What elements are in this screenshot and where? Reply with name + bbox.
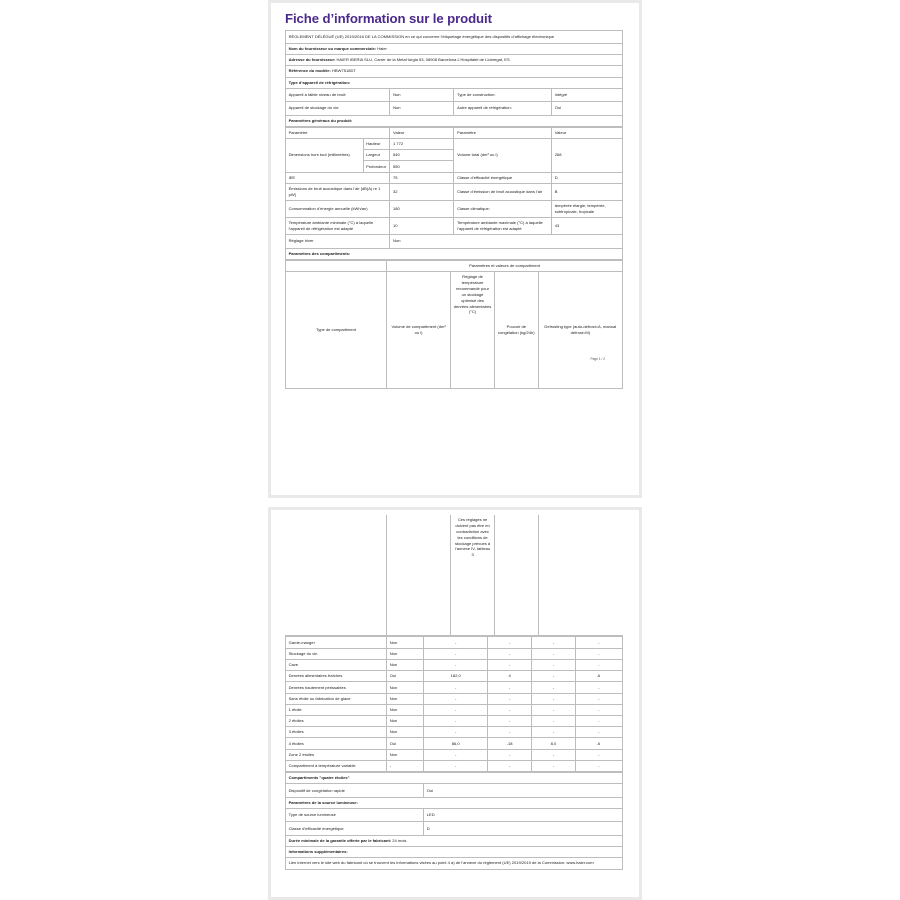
dimension-value-height: 1 772 xyxy=(390,138,454,149)
cell-wine-storage-label: Appareil de stockage du vin: xyxy=(286,102,390,115)
compartment-type: Zone 2 étoiles xyxy=(286,749,387,760)
cell-note-blank-1 xyxy=(285,515,386,636)
cell-iee-value: 75 xyxy=(390,172,454,183)
appliance-type-section-label: Type d’appareil de réfrigération: xyxy=(286,77,623,88)
table-row xyxy=(286,88,623,101)
cell-min-temp-label: Température ambiante minimale (°C) à laquelle l’appareil de réfrigération est adapté xyxy=(286,218,390,235)
col-header-type: Type de compartiment xyxy=(286,272,387,389)
header-parametre-2: Paramètre xyxy=(454,127,552,138)
compartment-temperature: - xyxy=(488,637,532,648)
cell-noise-class-label: Classe d’émission de bruit acoustique dans l’air xyxy=(454,183,552,200)
compartment-temperature: - xyxy=(488,749,532,760)
total-volume-value: 268 xyxy=(552,138,623,172)
supplier-address-cell xyxy=(286,55,623,66)
table-row xyxy=(286,693,623,704)
compartment-volume: - xyxy=(424,637,488,648)
light-class-value: D xyxy=(424,822,623,835)
compartment-temperature: -18 xyxy=(488,738,532,749)
table-row xyxy=(286,648,623,659)
table-row xyxy=(286,704,623,715)
table-row-temp xyxy=(286,218,623,235)
table-row xyxy=(286,749,623,760)
compartment-temperature: - xyxy=(488,659,532,670)
compartment-freezing-power: - xyxy=(531,704,575,715)
compartment-defrost-type: - xyxy=(575,682,622,693)
compartment-defrost-type: - xyxy=(575,704,622,715)
warranty-label: Durée minimale de la garantie offerte par le fabricant: xyxy=(288,837,392,843)
dimension-name-height: Hauteur xyxy=(363,138,390,149)
table-row xyxy=(286,637,623,648)
compartment-volume: - xyxy=(424,693,488,704)
page-1 xyxy=(271,3,639,495)
table-row xyxy=(286,682,623,693)
compartment-temperature: - xyxy=(488,693,532,704)
compartment-temperature: - xyxy=(488,682,532,693)
header-parametre-1: Paramètre xyxy=(286,127,390,138)
light-type-value: LED xyxy=(424,809,623,822)
compartment-volume: - xyxy=(424,727,488,738)
col-header-temperature: Réglage de température recommandé pour un stockage optimisé des denrées alimentaires (°C) xyxy=(451,272,495,389)
cell-low-noise-value: Non xyxy=(390,88,454,101)
cell-energy-value: 180 xyxy=(390,201,454,218)
fast-freeze-label: Dispositif de congélation rapide xyxy=(286,784,424,797)
page-title: Fiche d’information sur le produit xyxy=(285,11,492,26)
compartment-freezing-power: - xyxy=(531,693,575,704)
table-row-noise xyxy=(286,183,623,200)
compartments-rows-table xyxy=(285,636,623,772)
compartment-temperature: - xyxy=(488,760,532,771)
compartment-defrost-type: A xyxy=(575,738,622,749)
compartments-spanning-header: Paramètres et valeurs de compartiment xyxy=(387,260,623,271)
compartment-type: Compartiment à température variable xyxy=(286,760,387,771)
supplier-address-label: Adresse du fournisseur: xyxy=(288,57,336,63)
compartment-freezing-power: - xyxy=(531,659,575,670)
cell-noise-value: 32 xyxy=(390,183,454,200)
dimensions-label: Dimensions hors tout (millimètres) xyxy=(286,138,364,172)
manufacturer-url[interactable]: www.haier.com xyxy=(566,860,594,866)
compartment-freezing-power: - xyxy=(531,760,575,771)
compartment-type: Stockage du vin xyxy=(286,648,387,659)
warranty-value: 24 mois xyxy=(392,837,407,843)
table-row xyxy=(286,716,623,727)
table-row xyxy=(286,738,623,749)
table-row-additional-link xyxy=(286,858,623,869)
compartment-freezing-power: - xyxy=(531,749,575,760)
compartment-type: Garde-manger xyxy=(286,637,387,648)
compartment-present: Non xyxy=(387,682,424,693)
compartments-note: Ces réglages ne doivent pas être en contradiction avec les conditions de stockage prévues à l’annexe IV, tableau 3 xyxy=(451,515,495,636)
table-row-four-star-header xyxy=(286,773,623,784)
compartment-freezing-power: - xyxy=(531,637,575,648)
table-row-additional-header xyxy=(286,847,623,858)
cell-energy-class-value: D xyxy=(552,172,623,183)
compartment-defrost-type: A xyxy=(575,671,622,682)
cell-climate-label: Classe climatique: xyxy=(454,201,552,218)
table-row-supplier-name xyxy=(286,43,623,54)
table-row xyxy=(286,671,623,682)
total-volume-label: Volume total (dm³ ou l) xyxy=(454,138,552,172)
compartments-section-label: Paramètres des compartiments: xyxy=(286,248,623,259)
cell-construction-value: intégré xyxy=(552,88,623,101)
table-row-iee xyxy=(286,172,623,183)
compartment-present: Non xyxy=(387,637,424,648)
supplier-name-value: Haier xyxy=(377,46,387,51)
col-header-volume: Volume de compartiment (dm³ ou l) xyxy=(387,272,451,389)
cell-winter-label: Réglage hiver xyxy=(286,235,390,248)
compartment-defrost-type: - xyxy=(575,749,622,760)
compartment-freezing-power: - xyxy=(531,682,575,693)
compartment-present: Non xyxy=(387,693,424,704)
table-row-light-class xyxy=(286,822,623,835)
compartment-defrost-type: - xyxy=(575,637,622,648)
cell-note-blank-3 xyxy=(495,515,539,636)
table-row xyxy=(286,102,623,115)
compartment-present: Non xyxy=(387,659,424,670)
cell-max-temp-label: Température ambiante maximale (°C) à laquelle l’appareil de réfrigération est adapté xyxy=(454,218,552,235)
compartment-type: 3 étoiles xyxy=(286,727,387,738)
supplier-name-cell xyxy=(286,43,623,54)
table-row-general-params-header xyxy=(286,115,623,126)
cell-other-appliance-value: Oui xyxy=(552,102,623,115)
col-header-freezing-power: Pouvoir de congélation (kg/24h) xyxy=(494,272,538,389)
compartment-freezing-power: - xyxy=(531,671,575,682)
dimension-value-width: 540 xyxy=(390,150,454,161)
compartment-volume: - xyxy=(424,704,488,715)
supplier-address-value: HAIER IBERIA SLU, Carrer de la Metal·lúrgia 53, 08908 Barcelona L’Hospitalet de Llobregat, ES xyxy=(336,57,510,63)
cell-iee-label: IEE xyxy=(286,172,390,183)
compartment-freezing-power: 8,0 xyxy=(531,738,575,749)
compartment-defrost-type: - xyxy=(575,659,622,670)
page-number: Page 1 / 2 xyxy=(590,357,605,362)
compartment-type: 4 étoiles xyxy=(286,738,387,749)
compartment-volume: - xyxy=(424,659,488,670)
compartment-freezing-power: - xyxy=(531,727,575,738)
compartment-present: - xyxy=(387,760,424,771)
cell-note-blank-4 xyxy=(538,515,623,636)
compartment-temperature: 4 xyxy=(488,671,532,682)
compartment-present: Non xyxy=(387,648,424,659)
compartment-defrost-type: - xyxy=(575,648,622,659)
compartment-volume: - xyxy=(424,716,488,727)
compartment-present: Non xyxy=(387,716,424,727)
compartment-temperature: - xyxy=(488,648,532,659)
compartment-type: 2 étoiles xyxy=(286,716,387,727)
dimension-name-depth: Profondeur xyxy=(363,161,390,172)
cell-noise-label: Émissions de bruit acoustique dans l’air [dB(A) re 1 pW] xyxy=(286,183,390,200)
supplier-name-label: Nom du fournisseur ou marque commerciale: xyxy=(288,46,377,51)
table-row-compartments-header xyxy=(286,248,623,259)
light-source-section-label: Paramètres de la source lumineuse: xyxy=(286,797,623,808)
table-row xyxy=(286,760,623,771)
table-row-energy xyxy=(286,201,623,218)
compartment-volume: 182,0 xyxy=(424,671,488,682)
compartment-volume: - xyxy=(424,648,488,659)
cell-climate-value: tempérée élargie, tempérée, subtropicale, tropicale xyxy=(552,201,623,218)
four-star-section-label: Compartiments "quatre étoiles" xyxy=(286,773,623,784)
general-params-section-label: Paramètres généraux du produit: xyxy=(286,115,623,126)
compartment-temperature: - xyxy=(488,716,532,727)
table-row-light-source-header xyxy=(286,797,623,808)
compartment-volume: - xyxy=(424,682,488,693)
compartment-volume: - xyxy=(424,760,488,771)
cell-min-temp-value: 10 xyxy=(390,218,454,235)
regulation-text: RÈGLEMENT DÉLÉGUÉ (UE) 2019/2016 DE LA COMMISSION en ce qui concerne l’étiquetage énergétique des dispositifs d’affichage électronique xyxy=(285,30,623,43)
table-row-column-headers xyxy=(286,272,623,389)
product-info-table xyxy=(285,43,623,127)
table-row xyxy=(286,659,623,670)
compartment-type: Cave xyxy=(286,659,387,670)
cell-noise-class-value: B xyxy=(552,183,623,200)
light-class-label: Classe d’efficacité énergétique xyxy=(286,822,424,835)
table-row-light-type xyxy=(286,809,623,822)
compartment-present: Oui xyxy=(387,671,424,682)
cell-note-blank-2 xyxy=(386,515,450,636)
footer-tables xyxy=(285,772,623,870)
warranty-cell xyxy=(286,835,623,846)
dimension-value-depth: 550 xyxy=(390,161,454,172)
fast-freeze-value: Oui xyxy=(424,784,623,797)
model-cell xyxy=(286,66,623,77)
table-row-model xyxy=(286,66,623,77)
header-valeur-1: Valeur xyxy=(390,127,454,138)
compartment-defrost-type: - xyxy=(575,716,622,727)
table-row-fast-freeze xyxy=(286,784,623,797)
table-row-appliance-type-header xyxy=(286,77,623,88)
light-type-label: Type de source lumineuse xyxy=(286,809,424,822)
compartment-present: Non xyxy=(387,704,424,715)
table-row-header xyxy=(286,127,623,138)
table-row xyxy=(286,727,623,738)
compartment-temperature: - xyxy=(488,704,532,715)
table-row-winter xyxy=(286,235,623,248)
table-row-dimension-height xyxy=(286,138,623,149)
page-2 xyxy=(271,510,639,897)
cell-wine-storage-value: Non xyxy=(390,102,454,115)
model-label: Référence du modèle: xyxy=(288,68,331,74)
header-valeur-2: Valeur xyxy=(552,127,623,138)
table-row-spanning-header xyxy=(286,260,623,271)
model-value: HBW7518DT xyxy=(332,68,356,74)
compartments-header-table xyxy=(285,260,623,390)
additional-link-text: Lien internet vers le site web du fabricant où se trouvent les informations visées au point 4 a) de l’annexe du règlement (UE) 2019/2019 de la Commission: xyxy=(288,860,566,866)
table-row-warranty xyxy=(286,835,623,846)
additional-link-cell xyxy=(286,858,623,869)
compartment-type: Denrées hautement périssables xyxy=(286,682,387,693)
cell-construction-label: Type de construction: xyxy=(454,88,552,101)
compartment-temperature: - xyxy=(488,727,532,738)
cell-max-temp-value: 43 xyxy=(552,218,623,235)
compartment-volume: - xyxy=(424,749,488,760)
page-1-shell xyxy=(268,0,642,498)
compartment-defrost-type: - xyxy=(575,727,622,738)
compartment-present: Non xyxy=(387,727,424,738)
additional-section-label: Informations supplémentaires: xyxy=(286,847,623,858)
general-params-table xyxy=(285,127,623,260)
compartment-type: Denrées alimentaires fraîches xyxy=(286,671,387,682)
compartment-present: Non xyxy=(387,749,424,760)
col-header-defrost-type: Defrosting type (auto-defrost=A, manual defrost=M) xyxy=(538,272,622,389)
compartment-type: Sans étoile ou fabrication de glace xyxy=(286,693,387,704)
table-row-supplier-address xyxy=(286,55,623,66)
table-row-note xyxy=(285,515,623,636)
compartment-freezing-power: - xyxy=(531,648,575,659)
cell-empty-corner xyxy=(286,260,387,271)
compartment-type: 1 étoile xyxy=(286,704,387,715)
cell-other-appliance-label: Autre appareil de réfrigération: xyxy=(454,102,552,115)
compartment-present: Oui xyxy=(387,738,424,749)
page-2-shell xyxy=(268,507,642,900)
cell-winter-value: Non xyxy=(390,235,623,248)
cell-energy-label: Consommation d’énergie annuelle (kWh/an) xyxy=(286,201,390,218)
cell-energy-class-label: Classe d’efficacité énergétique xyxy=(454,172,552,183)
compartment-defrost-type: - xyxy=(575,760,622,771)
compartment-volume: 86,0 xyxy=(424,738,488,749)
compartment-defrost-type: - xyxy=(575,693,622,704)
dimension-name-width: Largeur xyxy=(363,150,390,161)
cell-low-noise-label: Appareil à faible niveau de bruit: xyxy=(286,88,390,101)
compartments-note-table xyxy=(285,515,623,636)
compartment-freezing-power: - xyxy=(531,716,575,727)
